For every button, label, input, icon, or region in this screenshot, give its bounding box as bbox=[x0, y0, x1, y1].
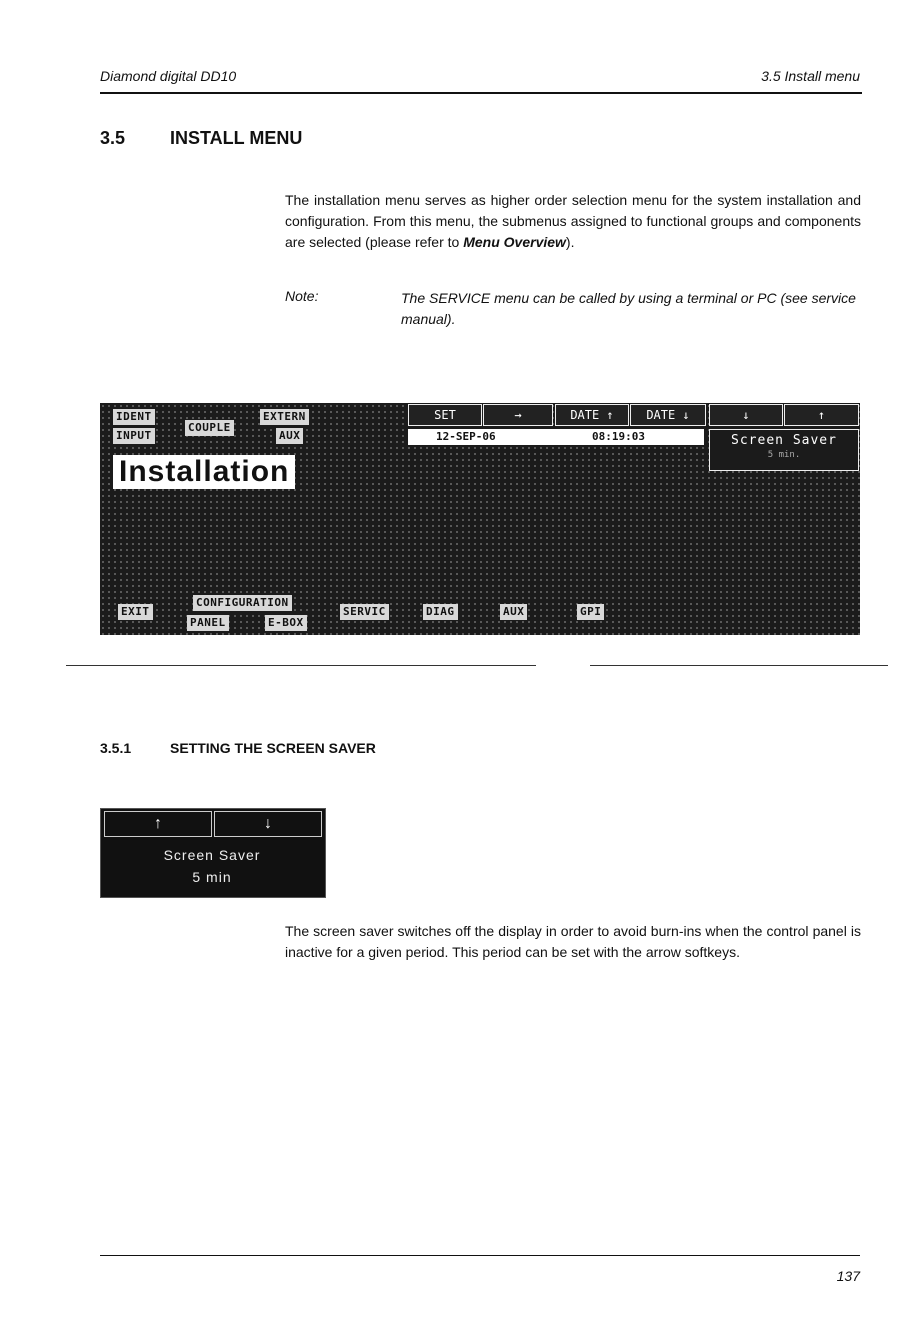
section-title: INSTALL MENU bbox=[170, 128, 303, 148]
softkey-aux[interactable]: AUX bbox=[500, 604, 527, 620]
softkey-diag[interactable]: DIAG bbox=[423, 604, 458, 620]
softkey-e-box[interactable]: E-BOX bbox=[265, 615, 307, 631]
note-text: The SERVICE menu can be called by using a terminal or PC (see service manual). bbox=[401, 290, 856, 327]
section-number: 3.5 bbox=[100, 128, 126, 148]
softkey-service[interactable]: SERVIC bbox=[340, 604, 389, 620]
running-header-section: 3.5 Install menu bbox=[761, 68, 860, 84]
screen-saver-display bbox=[709, 429, 859, 471]
intro-paragraph bbox=[285, 190, 861, 253]
separator-rule-right bbox=[590, 665, 888, 666]
arrow-right-button[interactable]: → bbox=[483, 404, 553, 426]
softkey-couple[interactable]: COUPLE bbox=[185, 420, 234, 436]
date-down-button[interactable]: DATE ↓ bbox=[630, 404, 706, 426]
softkey-ident[interactable]: IDENT bbox=[113, 409, 155, 425]
date-time-display bbox=[408, 429, 704, 445]
screen-saver-label: Screen Saver bbox=[731, 433, 837, 448]
separator-rule-left bbox=[66, 665, 536, 666]
date-up-button[interactable]: DATE ↑ bbox=[555, 404, 629, 426]
widget-value: 5 min bbox=[192, 869, 232, 885]
page-number: 137 bbox=[836, 1268, 860, 1284]
softkey-configuration[interactable]: CONFIGURATION bbox=[193, 595, 292, 611]
screensaver-down-button[interactable]: ↓ bbox=[709, 404, 783, 426]
date-value: 12-SEP-06 bbox=[436, 430, 496, 443]
softkey-extern[interactable]: EXTERN bbox=[260, 409, 309, 425]
running-header-title: Diamond digital DD10 bbox=[100, 68, 237, 84]
softkey-gpi[interactable]: GPI bbox=[577, 604, 604, 620]
set-button[interactable]: SET bbox=[408, 404, 482, 426]
screen-saver-paragraph: The screen saver switches off the display in order to avoid burn-ins when the control panel is inactive for a given period. This period can be set with the arrow softkeys. bbox=[285, 923, 861, 960]
time-value: 08:19:03 bbox=[592, 430, 645, 443]
softkey-exit[interactable]: EXIT bbox=[118, 604, 153, 620]
intro-text-end: ). bbox=[565, 234, 575, 250]
up-arrow-softkey[interactable]: ↑ bbox=[104, 811, 212, 837]
intro-text: The installation menu serves as higher order selection menu for the system installation and configuration. From this menu, the submenus assigned to functional groups and components are selected (please refer to bbox=[285, 192, 861, 250]
menu-overview-reference: Menu Overview bbox=[463, 234, 566, 250]
screensaver-up-button[interactable]: ↑ bbox=[784, 404, 859, 426]
screen-saver-value: 5 min. bbox=[767, 450, 801, 460]
note-label: Note: bbox=[285, 288, 319, 304]
header-rule bbox=[100, 92, 862, 94]
installation-title: Installation bbox=[113, 455, 295, 489]
footer-rule bbox=[100, 1255, 860, 1256]
down-arrow-softkey[interactable]: ↓ bbox=[214, 811, 322, 837]
subsection-title: SETTING THE SCREEN SAVER bbox=[170, 740, 376, 756]
softkey-panel[interactable]: PANEL bbox=[187, 615, 229, 631]
softkey-input[interactable]: INPUT bbox=[113, 428, 155, 444]
softkey-aux-top[interactable]: AUX bbox=[276, 428, 303, 444]
widget-label: Screen Saver bbox=[163, 847, 261, 863]
subsection-number: 3.5.1 bbox=[100, 740, 132, 756]
